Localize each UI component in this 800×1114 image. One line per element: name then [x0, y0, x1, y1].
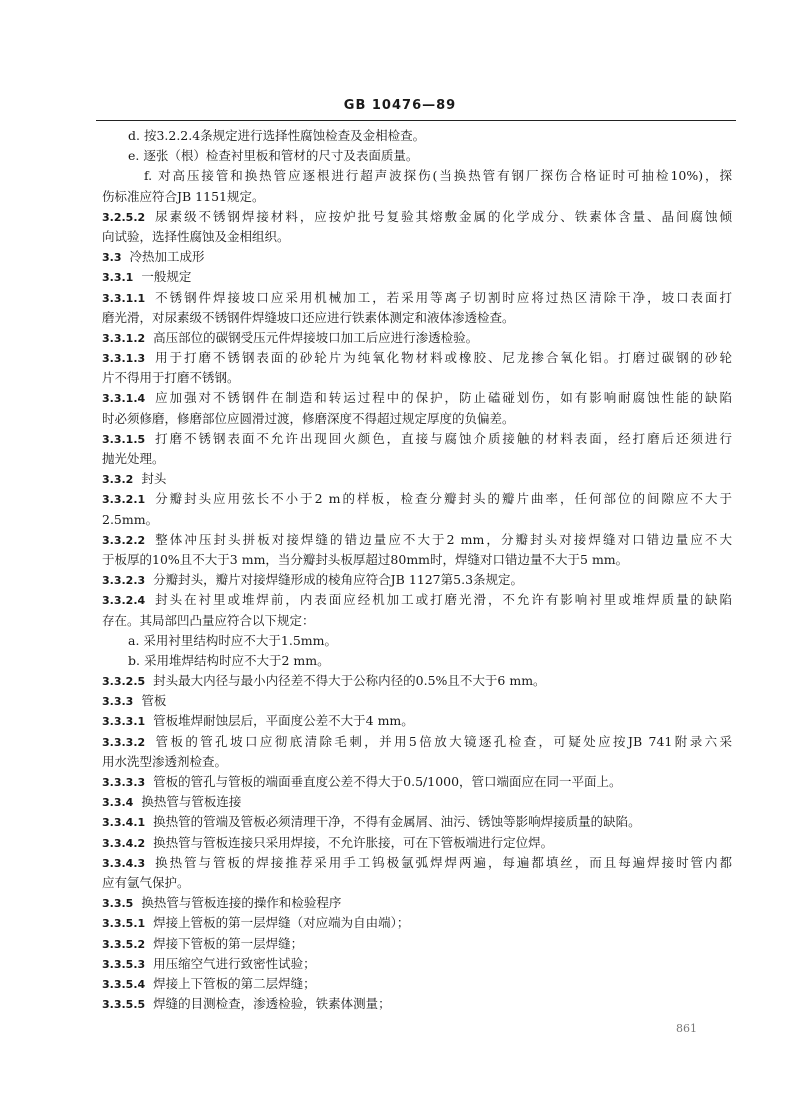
text-line	[102, 126, 732, 146]
clause-number: 3.3.1.4	[102, 392, 146, 406]
clause-text: 2.5mm。	[102, 511, 159, 527]
clause-number: 3.3.5.4	[102, 977, 146, 991]
clause-number: 3.3.5.3	[102, 957, 146, 971]
clause-text: 换热管与管板连接	[141, 794, 242, 810]
text-line	[102, 611, 732, 631]
clause-line	[102, 833, 732, 853]
clause-number: 3.3.2	[102, 473, 134, 487]
text-line	[102, 227, 732, 247]
clause-text: f. 对高压接管和换热管应逐根进行超声波探伤(当换热管有钢厂探伤合格证时可抽检10%)，探	[144, 168, 732, 184]
clause-number: 3.3.4	[102, 796, 134, 810]
text-line	[102, 752, 732, 772]
clause-number: 3.3.1	[102, 271, 134, 285]
clause-text: 整体冲压封头拼板对接焊缝的错边量应不大于2 mm，分瓣封头对接焊缝对口错边量应不大	[153, 531, 732, 547]
clause-text: 焊缝的目测检查，渗透检验，铁素体测量；	[153, 996, 391, 1012]
page-number: 861	[676, 1022, 697, 1035]
clause-text: 不锈钢件焊接坡口应采用机械加工，若采用等离子切割时应将过热区清除干净，坡口表面打	[153, 289, 732, 305]
clause-line	[102, 267, 732, 287]
clause-text: 换热管的管端及管板必须清理干净，不得有金属屑、油污、锈蚀等影响焊接质量的缺陷。	[153, 814, 641, 830]
clause-text: 用水洗型渗透剂检查。	[102, 753, 228, 769]
clause-text: 应加强对不锈钢件在制造和转运过程中的保护，防止磕碰划伤，如有影响耐腐蚀性能的缺陷	[153, 390, 732, 406]
clause-number: 3.3.3.1	[102, 715, 146, 729]
text-line	[102, 166, 732, 186]
text-line	[102, 449, 732, 469]
clause-number: 3.3.5.5	[102, 998, 146, 1012]
text-line	[102, 146, 732, 166]
clause-text: 冷热加工成形	[129, 249, 205, 265]
clause-text: 封头	[141, 471, 167, 487]
clause-text: d. 按3.2.2.4条规定进行选择性腐蚀检查及金相检查。	[128, 128, 426, 143]
clause-line	[102, 994, 732, 1014]
clause-text: b. 采用堆焊结构时应不大于2 mm。	[128, 652, 330, 668]
clause-text: 换热管与管板连接的操作和检验程序	[141, 895, 342, 911]
clause-number: 3.3.1.1	[102, 291, 146, 305]
clause-text: 分瓣封头，瓣片对接焊缝形成的棱角应符合JB 1127第5.3条规定。	[153, 572, 524, 588]
clause-text: a. 采用衬里结构时应不大于1.5mm。	[128, 632, 337, 648]
clause-text: 一般规定	[141, 269, 192, 285]
page-header-title: GB 10476—89	[343, 98, 457, 113]
text-line	[102, 368, 732, 388]
clause-text: 管板的管孔与管板的端面垂直度公差不得大于0.5/1000，管口端面应在同一平面上。	[153, 774, 622, 789]
clause-number: 3.3.3	[102, 695, 134, 709]
clause-line	[102, 590, 732, 610]
clause-line	[102, 853, 732, 873]
clause-text: 封头在衬里或堆焊前，内表面应经机加工或打磨光滑，不允许有影响衬里或堆焊质量的缺陷	[153, 592, 732, 608]
clause-text: 焊接上下管板的第二层焊缝；	[153, 975, 316, 991]
clause-line	[102, 388, 732, 408]
clause-number: 3.3.1.5	[102, 432, 146, 446]
clause-text: 抛光处理。	[102, 451, 165, 466]
clause-line	[102, 530, 732, 550]
text-line	[102, 409, 732, 429]
clause-text: 高压部位的碳钢受压元件焊接坡口加工后应进行渗透检验。	[153, 329, 479, 345]
clause-text: 换热管与管板的焊接推荐采用手工钨极氩弧焊焊两遍，每遍都填丝，而且每遍焊接时管内都	[153, 854, 732, 870]
clause-number: 3.3.3.2	[102, 735, 146, 749]
clause-number: 3.3.3.3	[102, 776, 146, 789]
clause-text: 片不得用于打磨不锈钢。	[102, 370, 240, 386]
clause-line	[102, 328, 732, 348]
clause-number: 3.2.5.2	[102, 210, 146, 224]
clause-text: e. 逐张（根）检查衬里板和管材的尺寸及表面质量。	[128, 148, 419, 164]
clause-number: 3.3.5.2	[102, 937, 146, 951]
clause-text: 封头最大内径与最小内径差不得大于公称内径的0.5%且不大于6 mm。	[153, 673, 546, 689]
document-body	[102, 126, 732, 1014]
clause-text: 打磨不锈钢表面不允许出现回火颜色，直接与腐蚀介质接触的材料表面，经打磨后还须进行	[153, 430, 732, 446]
clause-line	[102, 812, 732, 832]
clause-line	[102, 489, 732, 509]
clause-line	[102, 954, 732, 974]
clause-line	[102, 974, 732, 994]
clause-text: 尿素级不锈钢焊接材料，应按炉批号复验其熔敷金属的化学成分、铁素体含量、晶间腐蚀倾	[153, 208, 732, 224]
text-line	[102, 308, 732, 328]
clause-line	[102, 934, 732, 954]
clause-text: 焊接下管板的第一层焊缝；	[153, 935, 304, 951]
clause-number: 3.3.5.1	[102, 917, 146, 931]
text-line	[102, 187, 732, 207]
clause-line	[102, 288, 732, 308]
text-line	[102, 873, 732, 893]
clause-number: 3.3.1.3	[102, 352, 146, 366]
clause-text: 用于打磨不锈钢表面的砂轮片为纯氧化物材料或橡胶、尼龙掺合氧化铝。打磨过碳钢的砂轮	[153, 350, 732, 366]
clause-line	[102, 207, 732, 227]
clause-text: 应有氩气保护。	[102, 874, 190, 890]
clause-number: 3.3.5	[102, 897, 134, 911]
text-line	[102, 550, 732, 570]
clause-line	[102, 348, 732, 368]
clause-number: 3.3.2.3	[102, 574, 146, 588]
clause-text: 换热管与管板连接只采用焊接，不允许胀接，可在下管板端进行定位焊。	[153, 834, 554, 850]
clause-line	[102, 570, 732, 590]
clause-number: 3.3.2.2	[102, 533, 146, 547]
clause-line	[102, 893, 732, 913]
clause-line	[102, 691, 732, 711]
clause-line	[102, 772, 732, 792]
clause-text: 分瓣封头应用弦长不小于2 m的样板，检查分瓣封头的瓣片曲率，任何部位的间隙应不大于	[153, 491, 732, 507]
clause-text: 向试验，选择性腐蚀及金相组织。	[102, 228, 290, 244]
clause-line	[102, 732, 732, 752]
clause-text: 伤标准应符合JB 1151规定。	[102, 188, 265, 204]
clause-text: 管板堆焊耐蚀层后，平面度公差不大于4 mm。	[153, 713, 414, 729]
clause-text: 用压缩空气进行致密性试验；	[153, 955, 316, 971]
text-line	[102, 510, 732, 530]
clause-line	[102, 429, 732, 449]
clause-text: 磨光滑，对尿素级不锈钢件焊缝坡口还应进行铁素体测定和液体渗透检查。	[102, 309, 515, 325]
clause-number: 3.3.4.3	[102, 856, 146, 870]
clause-text: 管板的管孔坡口应彻底清除毛刺，并用5倍放大镜逐孔检查，可疑处应按JB 741附录六采	[153, 733, 732, 749]
clause-number: 3.3.1.2	[102, 331, 146, 345]
clause-text: 焊接上管板的第一层焊缝（对应端为自由端）；	[153, 915, 410, 931]
clause-number: 3.3.2.1	[102, 493, 146, 507]
clause-line	[102, 247, 732, 267]
clause-number: 3.3.2.4	[102, 594, 146, 608]
clause-line	[102, 469, 732, 489]
clause-text: 时必须修磨，修磨部位应圆滑过渡，修磨深度不得超过规定厚度的负偏差。	[102, 410, 515, 426]
clause-line	[102, 792, 732, 812]
text-line	[102, 651, 732, 671]
clause-number: 3.3.2.5	[102, 675, 146, 689]
clause-line	[102, 671, 732, 691]
header-rule	[96, 120, 736, 121]
clause-text: 于板厚的10%且不大于3 mm，当分瓣封头板厚超过80mm时，焊缝对口错边量不大于5 mm。	[102, 551, 629, 567]
clause-line	[102, 913, 732, 933]
clause-text: 管板	[141, 693, 167, 709]
clause-number: 3.3.4.1	[102, 816, 146, 830]
clause-number: 3.3	[102, 251, 122, 265]
clause-text: 存在。其局部凹凸量应符合以下规定：	[102, 612, 315, 628]
clause-number: 3.3.4.2	[102, 836, 146, 850]
clause-line	[102, 711, 732, 731]
text-line	[102, 631, 732, 651]
